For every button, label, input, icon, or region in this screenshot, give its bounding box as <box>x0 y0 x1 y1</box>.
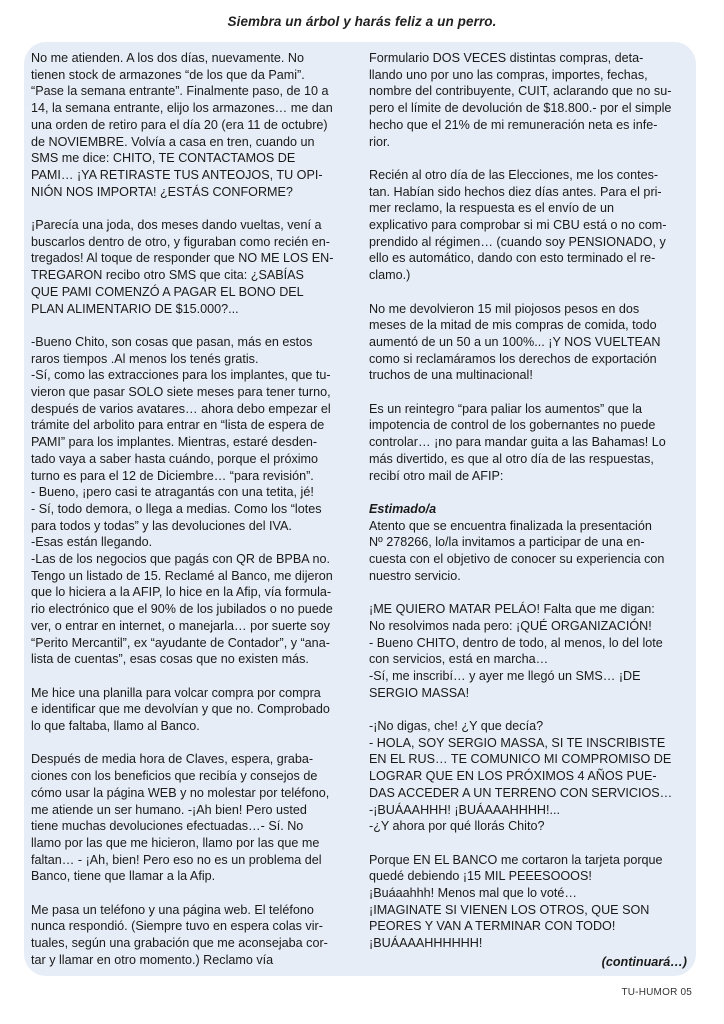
right-paragraph-4: Es un reintegro “para paliar los aumentos” que la impotencia de control de los gobernantes no puede controlar… ¡no para mandar guita a las Bahamas! Lo más divertido, es que al otro día de las respuestas, recibí otro mail de AFIP: <box>369 401 666 483</box>
right-paragraph-2: Recién al otro día de las Elecciones, me los contes- tan. Habían sido hechos diez días antes. Para el pri- mer reclamo, la respuesta es el envío de un explicativo para comprobar si mi CBU está o no com- prendido al régimen… (cuando soy PENSIONADO, y ello es automático, dando con esto terminado el re- clamo.) <box>369 167 667 283</box>
left-paragraph-6: Me pasa un teléfono y una página web. El teléfono nunca respondió. (Siempre tuvo en espera colas vir- tuales, según una grabación que me aconsejaba cor- tar y llamar en otro momento.) Reclamo vía <box>31 902 328 967</box>
left-paragraph-2: ¡Parecía una joda, dos meses dando vueltas, vení a buscarlos dentro de otro, y figuraban como recién en- tregados! Al toque de responder que NO ME LOS EN- TREGARON recibo otro SMS que cita: ¿SABÍAS QUE PAMI COMENZÓ A PAGAR EL BONO DEL PLAN ALIMENTARIO DE $15.000?... <box>31 218 334 316</box>
page-motto: Siembra un árbol y harás feliz a un perro. <box>227 14 497 29</box>
left-paragraph-5: Después de media hora de Claves, espera, graba- ciones con los beneficios que recibía y consejos de cómo usar la página WEB y no molestar por teléfono, me atiende un ser humano. -¡Ah bien! Pero usted tiene muchas devoluciones efectuadas…- Sí. No llamo por las que me hicieron, llamo por las que me faltan… - ¡Ah, bien! Pero eso no es un problema del Banco, tiene que llamar a la Afip. <box>31 752 330 884</box>
right-paragraph-1: Formulario DOS VECES distintas compras, deta- llando uno por uno las compras, importes, fechas, nombre del contribuyente, CUIT, aclarando que no su- pero el límite de devolución de $18.800.- por el simple hecho que el 21% de mi remuneración neta es infe- rior. <box>369 51 672 149</box>
continued-note: (continuará…) <box>601 954 687 969</box>
right-paragraph-8: Porque EN EL BANCO me cortaron la tarjeta porque quedé debiendo ¡15 MIL PEEESOOOS! ¡Buáaahhh! Menos mal que lo voté… ¡IMAGINATE SI VIENEN LOS OTROS, QUE SON PEORES Y VAN A TERMINAR CON TODO! ¡BUÁAAAHHHHHH! <box>369 852 663 951</box>
article-panel <box>24 42 696 976</box>
right-paragraph-6: ¡ME QUIERO MATAR PELÁO! Falta que me digan: No resolvimos nada pero: ¡QUÉ ORGANIZACIÓN! - Bueno CHITO, dentro de todo, al menos, lo del lote con servicios, está en marcha… -Sí, me inscribí… y ayer me llegó un SMS… ¡DE SERGIO MASSA! <box>369 602 663 700</box>
left-column <box>31 50 353 969</box>
page-footer-label: TU-HUMOR 05 <box>621 987 692 998</box>
right-paragraph-7: -¡No digas, che! ¿Y que decía? - HOLA, SOY SERGIO MASSA, SI TE INSCRIBISTE EN EL RUS… TE COMUNICO MI COMPROMISO DE LOGRAR QUE EN LOS PRÓXIMOS 4 AÑOS PUE- DAS ACCEDER A UN TERRENO CON SERVICIOS… -¡BUÁAAHHH! ¡BUÁAAAHHHH!... -¿Y ahora por qué llorás Chito? <box>369 719 673 834</box>
email-salutation: Estimado/a <box>369 501 437 516</box>
right-column <box>369 50 687 971</box>
right-paragraph-3: No me devolvieron 15 mil piojosos pesos en dos meses de la mitad de mis compras de comida, todo aumentó de un 50 a un 100%... ¡Y NOS VUELTEAN como si reclamáramos los derechos de exportación truchos de una multinacional! <box>369 301 661 383</box>
left-paragraph-1: No me atienden. A los dos días, nuevamente. No tienen stock de armazones “de los que da Pami”. “Pase la semana entrante”. Finalmente paso, de 10 a 14, la semana entrante, elijo los armazones… me dan una orden de retiro para el día 20 (era 11 de octubre) de NOVIEMBRE. Volvía a casa en tren, cuando un SMS me dice: CHITO, TE CONTACTAMOS DE PAMI… ¡YA RETIRASTE TUS ANTEOJOS, TU OPI- NIÓN NOS IMPORTA! ¿ESTÁS CONFORME? <box>31 51 333 199</box>
left-paragraph-4: Me hice una planilla para volcar compra por compra e identificar que me devolvían y que no. Comprobado lo que faltaba, llamo al Banco. <box>31 685 330 734</box>
left-paragraph-3: -Bueno Chito, son cosas que pasan, más en estos raros tiempos .Al menos los tenés gratis. -Sí, como las extracciones para los implantes, que tu- vieron que pasar SOLO siete meses para tener turno, después de varios avatares… ahora debo empezar el trámite del arbolito para entrar en “lista de espera de PAMI” para los implantes. Mientras, estaré desden- tado vaya a saber hasta cuándo, porque el próximo turno es para el 12 de Diciembre… “para revisión”. - Bueno, ¡pero casi te atragantás con una tetita, jé! - Sí, todo demora, o llega a medias. Como los “lotes para todos y todas” y las devoluciones del IVA. -Esas están llegando. -Las de los negocios que pagás con QR de BPBA no. Tengo un listado de 15. Reclamé al Banco, me dijeron que lo hiciera a la AFIP, lo hice en la Afip, vía formula- rio electrónico que el 90% de los jubilados o no puede ver, o entrar en internet, o manejarla… por suerte soy “Perito Mercantil”, ex “ayudante de Contador”, y “ana- lista de cuentas”, esas cosas que no existen más. <box>31 334 333 667</box>
right-paragraph-5: Atento que se encuentra finalizada la presentación Nº 278266, lo/la invitamos a participar de una en- cuesta con el objetivo de conocer su experiencia con nuestro servicio. <box>369 518 665 583</box>
